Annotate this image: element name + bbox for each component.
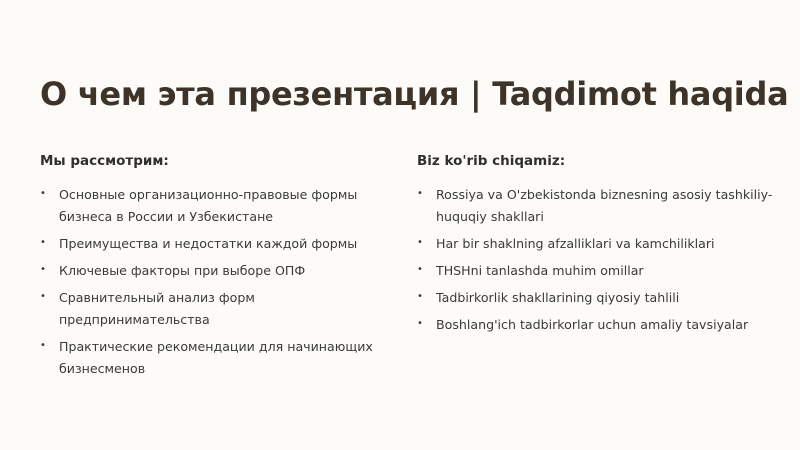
list-item-text: Сравнительный анализ форм предпринимательства — [59, 290, 255, 327]
list-item-text: Преимущества и недостатки каждой формы — [59, 236, 358, 251]
list-item — [40, 260, 390, 282]
bullet-icon: • — [417, 318, 423, 329]
list-item-text: Rossiya va O'zbekistonda biznesning asosiy tashkiliy-huquqiy shakllari — [436, 187, 773, 224]
list-item — [417, 314, 777, 336]
right-column-uzbek — [417, 152, 777, 341]
list-item-text: Практические рекомендации для начинающих бизнесменов — [59, 339, 373, 376]
bullet-icon: • — [40, 291, 46, 302]
left-column-russian — [40, 152, 390, 385]
bullet-icon: • — [417, 237, 423, 248]
list-item — [417, 287, 777, 309]
list-item — [40, 336, 390, 380]
list-item-text: Tadbirkorlik shakllarining qiyosiy tahlili — [436, 290, 680, 305]
list-item-text: Boshlang'ich tadbirkorlar uchun amaliy tavsiyalar — [436, 317, 749, 332]
list-item — [417, 260, 777, 282]
bullet-icon: • — [417, 264, 423, 275]
bullet-icon: • — [40, 340, 46, 351]
list-item-text: Ключевые факторы при выборе ОПФ — [59, 263, 306, 278]
list-item — [417, 184, 777, 228]
bullet-icon: • — [40, 188, 46, 199]
list-item — [417, 233, 777, 255]
list-item — [40, 233, 390, 255]
bullet-icon: • — [417, 188, 423, 199]
right-bullet-list — [417, 184, 777, 336]
right-column-heading: Biz ko'rib chiqamiz: — [417, 153, 566, 169]
left-bullet-list — [40, 184, 390, 380]
left-column-heading: Мы рассмотрим: — [40, 153, 169, 169]
list-item-text: Har bir shaklning afzalliklari va kamchiliklari — [436, 236, 715, 251]
list-item — [40, 184, 390, 228]
list-item — [40, 287, 390, 331]
list-item-text: Основные организационно-правовые формы бизнеса в России и Узбекистане — [59, 187, 358, 224]
list-item-text: THSHni tanlashda muhim omillar — [436, 263, 644, 278]
bullet-icon: • — [40, 264, 46, 275]
bullet-icon: • — [417, 291, 423, 302]
slide-title: О чем эта презентация | Taqdimot haqida — [40, 75, 789, 113]
bullet-icon: • — [40, 237, 46, 248]
